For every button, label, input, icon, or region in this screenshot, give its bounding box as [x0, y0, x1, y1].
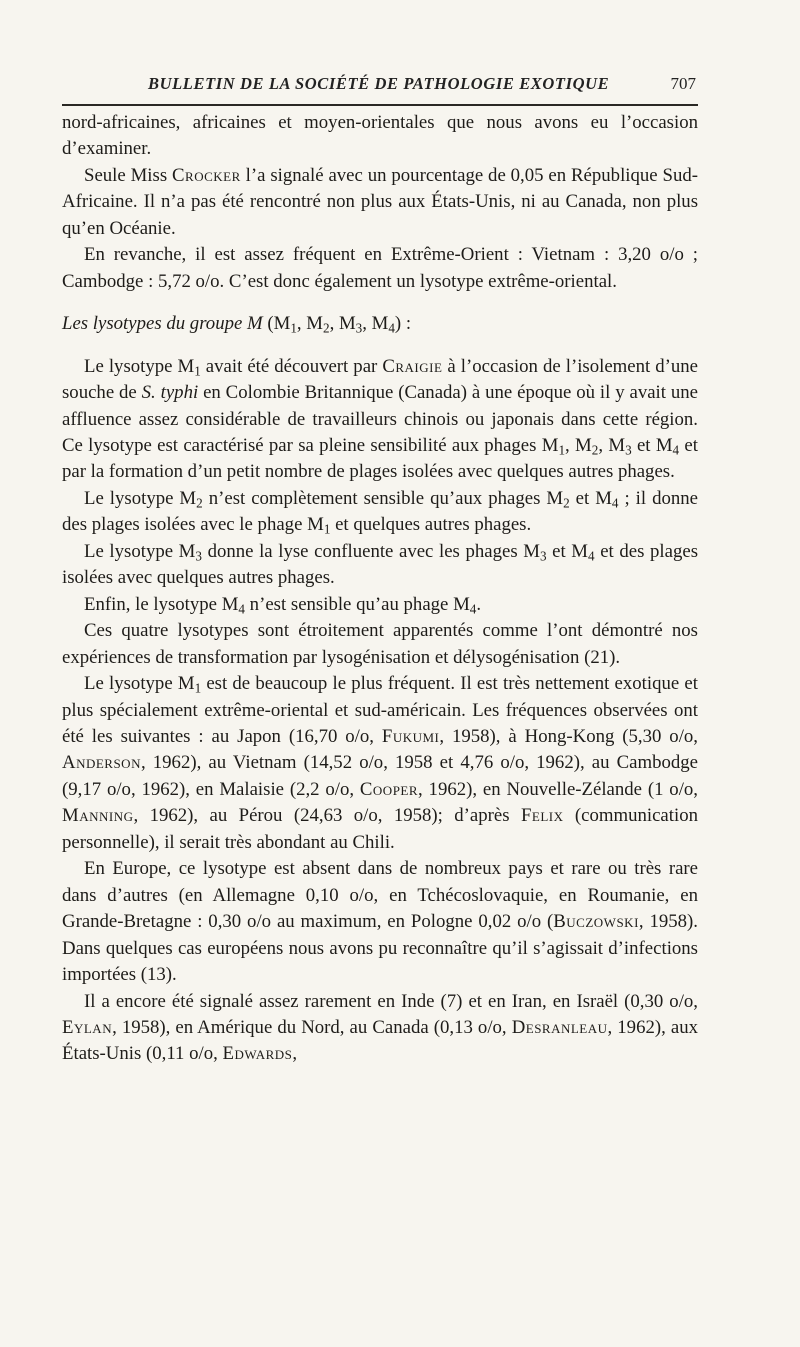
paragraph-2: Seule Miss Crocker l’a signalé avec un pourcentage de 0,05 en République Sud-Africaine. Il n’a pas été rencontré non plus aux États-Unis, ni au Canada, non plus qu’en Océanie. — [62, 164, 698, 239]
running-title: BULLETIN DE LA SOCIÉTÉ DE PATHOLOGIE EXOTIQUE — [148, 74, 610, 93]
author-name: Fukumi — [381, 725, 440, 747]
paragraph-6: Le lysotype $M_3$ donne la lyse confluente avec les phages $M_3$ et $M_4$ et des plages isolées avec quelques autres phages. — [62, 540, 698, 589]
paragraph-4: Le lysotype $M_1$ avait été découvert par Craigie à l’occasion de l’isolement d’une souche de S. typhi en Colombie Britannique (Canada) à une époque où il y avait une affluence assez considérable de travailleurs chinois ou japonais dans cette région. Ce lysotype est caractérisé par sa pleine sensibilité aux phages $M_1$, $M_2$, $M_3$ et $M_4$ et par la formation d’un petit nombre de plages isolées avec quelques autres phages. — [62, 355, 699, 483]
author-name: Manning — [62, 805, 134, 827]
paragraph-7: Enfin, le lysotype $M_4$ n’est sensible qu’au phage $M_4$. — [84, 593, 482, 616]
section-heading: Les lysotypes du groupe M ($M_1$, $M_2$, $M_3$, $M_4$) : — [62, 313, 412, 336]
author-name: Felix — [520, 805, 564, 827]
paragraph-10: En Europe, ce lysotype est absent dans de nombreux pays et rare ou très rare dans d’autres (en Allemagne 0,10 o/o, en Tchécoslovaquie, en Roumanie, en Grande-Bretagne : 0,30 o/o au maximum, en Pologne 0,02 o/o (Buczowski, 1958). Dans quelques cas européens nous avons pu reconnaître qu’il s’agissait d’infections importées (13). — [62, 858, 699, 986]
species-name: S. typhi — [141, 382, 199, 404]
author-name: Crocker — [172, 164, 241, 186]
author-name: Cooper — [359, 778, 419, 800]
page-number: 707 — [670, 74, 696, 93]
author-name: Edwards — [222, 1043, 293, 1065]
page-header — [62, 68, 698, 106]
paragraph-11: Il a encore été signalé assez rarement en Inde (7) et en Iran, en Israël (0,30 o/o, Eylan, 1958), en Amérique du Nord, au Canada (0,13 o/o, Desranleau, 1962), aux États-Unis (0,11 o/o, Edwards, — [62, 990, 698, 1065]
author-name: Craigie — [382, 355, 443, 377]
author-name: Buczowski — [553, 911, 639, 933]
author-name: Eylan — [62, 1016, 113, 1038]
author-name: Desranleau — [511, 1016, 608, 1038]
body-text — [62, 110, 698, 1068]
paragraph-1: nord-africaines, africaines et moyen-orientales que nous avons eu l’occasion d’examiner. — [62, 112, 698, 160]
paragraph-5: Le lysotype $M_2$ n’est complètement sensible qu’aux phages $M_2$ et $M_4$ ; il donne des plages isolées avec le phage $M_1$ et quelques autres phages. — [62, 487, 698, 537]
author-name: Anderson — [62, 752, 141, 774]
paragraph-9: Le lysotype $M_1$ est de beaucoup le plus fréquent. Il est très nettement exotique et plus spécialement extrême-oriental et sud-américain. Les fréquences observées ont été les suivantes : au Japon (16,70 o/o, Fukumi, 1958), à Hong-Kong (5,30 o/o, Anderson, 1962), au Vietnam (14,52 o/o, 1958 et 4,76 o/o, 1962), au Cambodge (9,17 o/o, 1962), en Malaisie (2,2 o/o, Cooper, 1962), en Nouvelle-Zélande (1 o/o, Manning, 1962), au Pérou (24,63 o/o, 1958); d’après Felix (communication personnelle), il serait très abondant au Chili. — [62, 673, 698, 853]
paragraph-3: En revanche, il est assez fréquent en Extrême-Orient : Vietnam : 3,20 o/o ; Cambodge : 5,72 o/o. C’est donc également un lysotype extrême-oriental. — [62, 244, 698, 292]
paragraph-8: Ces quatre lysotypes sont étroitement apparentés comme l’ont démontré nos expériences de transformation par lysogénisation et délysogénisation (21). — [62, 620, 698, 668]
